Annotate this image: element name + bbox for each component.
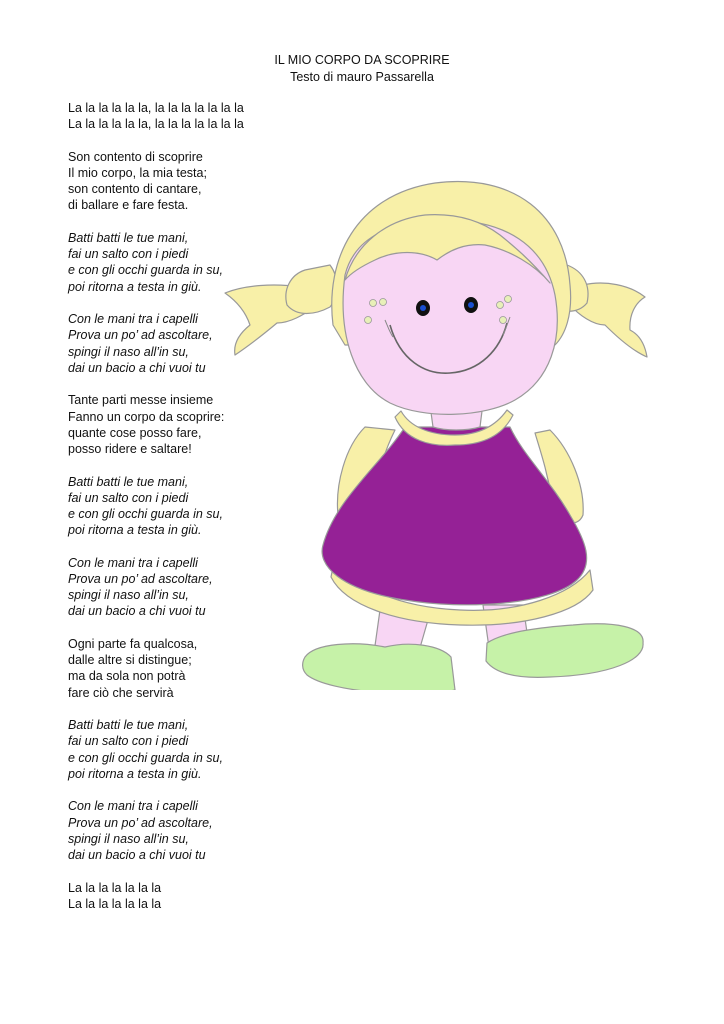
lyric-line: dalle altre si distingue; <box>68 653 192 668</box>
lyric-line: dai un bacio a chi vuoi tu <box>68 604 206 619</box>
lyric-line: fare ciò che servirà <box>68 685 174 700</box>
lyric-line: fai un salto con i piedi <box>68 734 189 749</box>
girl-with-pigtails-icon <box>205 165 660 690</box>
lyric-line: Fanno un corpo da scoprire: <box>68 409 225 424</box>
lyric-line: Il mio corpo, la mia testa; <box>68 166 207 180</box>
lyric-line: e con gli occhi guarda in su, <box>68 750 223 765</box>
lyric-line: di ballare e fare festa. <box>68 198 189 213</box>
lyric-line: Con le mani tra i capelli <box>68 799 198 814</box>
lyric-line: La la la la la la la <box>68 896 162 911</box>
lyric-line: Con le mani tra i capelli <box>68 555 198 570</box>
stanza <box>68 798 368 863</box>
lyric-line: Batti batti le tue mani, <box>68 474 189 489</box>
lyric-line: fai un salto con i piedi <box>68 247 189 262</box>
stanza <box>68 717 368 782</box>
lyric-line: La la la la la la, la la la la la la la <box>68 117 244 132</box>
lyric-line: dai un bacio a chi vuoi tu <box>68 360 206 375</box>
lyric-line: poi ritorna a testa in giù. <box>68 279 202 294</box>
lyric-line: La la la la la la la <box>68 880 162 895</box>
lyric-line: Batti batti le tue mani, <box>68 231 189 245</box>
song-subtitle: Testo di mauro Passarella <box>290 69 434 84</box>
lyric-line: posso ridere e saltare! <box>68 442 192 457</box>
lyric-line: e con gli occhi guarda in su, <box>68 263 223 278</box>
lyric-line: Batti batti le tue mani, <box>68 718 189 733</box>
lyric-line: Son contento di scoprire <box>68 149 203 164</box>
lyric-line: dai un bacio a chi vuoi tu <box>68 848 206 863</box>
lyric-line: Prova un po’ ad ascoltare, <box>68 815 213 830</box>
document-header <box>0 52 724 85</box>
lyric-line: Tante parti messe insieme <box>68 393 214 408</box>
lyric-line: e con gli occhi guarda in su, <box>68 507 223 522</box>
lyric-line: ma da sola non potrà <box>68 669 186 684</box>
left-pigtail-braid <box>286 265 337 314</box>
left-shoe <box>303 644 455 690</box>
lyric-line: fai un salto con i piedi <box>68 490 189 505</box>
lyric-line: quante cose posso fare, <box>68 425 202 440</box>
lyric-line: son contento di cantare, <box>68 182 202 197</box>
song-title: IL MIO CORPO DA SCOPRIRE <box>274 53 450 67</box>
stanza <box>68 100 368 132</box>
lyric-line: poi ritorna a testa in giù. <box>68 766 202 781</box>
lyric-line: spingi il naso all’in su, <box>68 344 189 359</box>
lyric-line: Ogni parte fa qualcosa, <box>68 637 198 652</box>
stanza <box>68 880 368 912</box>
lyric-line: La la la la la la, la la la la la la la <box>68 101 244 115</box>
lyric-line: poi ritorna a testa in giù. <box>68 523 202 538</box>
lyric-line: Con le mani tra i capelli <box>68 312 198 327</box>
lyric-line: spingi il naso all’in su, <box>68 588 189 603</box>
lyric-line: spingi il naso all’in su, <box>68 831 189 846</box>
lyric-line: Prova un po’ ad ascoltare, <box>68 572 213 587</box>
lyric-line: Prova un po’ ad ascoltare, <box>68 328 213 343</box>
